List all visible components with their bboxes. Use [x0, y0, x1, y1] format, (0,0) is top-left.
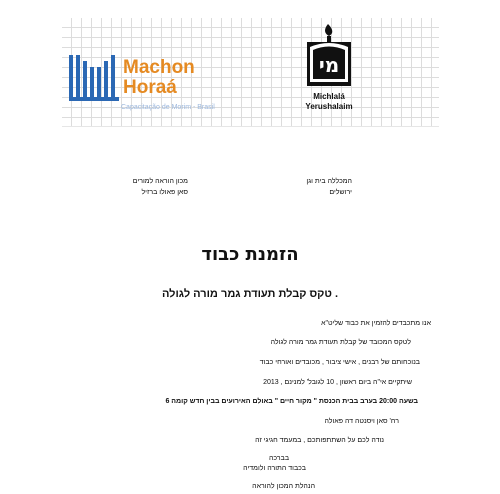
address-right [280, 176, 352, 198]
body-line-2: לטקס המכובד של קבלת תעודת גמר מורה לגולה [270, 339, 411, 346]
address-left-line1: מכון הוראה למורים [132, 178, 188, 185]
body-line-5: בשעה 20:00 בערב בבית הכנסת " מקור חיים " באולם האירועים בבין חדש קומה 6 [165, 398, 418, 405]
michlala-emblem-letters: מי [318, 53, 340, 77]
address-right-line1: המכללה בית וגן [306, 178, 352, 185]
machon-horaa-subtitle: Capacitação de Morim - Brasil [121, 104, 215, 111]
address-left-line2: סאן פאולו ברזיל [141, 189, 188, 196]
body-line-6: רח' סאן ויסנטה דה פאולה [324, 418, 399, 425]
body-line-3: בנוכחותם של רבנים , אישי ציבור , מכובדים ואורחי כבוד [259, 359, 420, 366]
address-right-line2: ירושלים [329, 189, 352, 196]
michlala-line2: Yerushalaim [305, 102, 353, 111]
body-line-7: נודה לכם על השתתפותכם , במעמד חגיגי זה [255, 437, 384, 444]
body-line-8: בברכה [268, 455, 289, 462]
body-line-9: בכבוד התורה ולומדיה [243, 465, 306, 472]
michlala-line1: Michlalá [313, 92, 345, 101]
invitation-subtitle: . טקס קבלת תעודת גמר מורה לגולה [161, 288, 339, 300]
michlala-emblem-icon [302, 20, 356, 88]
michlala-yerushalaim-logo [300, 20, 358, 116]
body-line-4: שיתקיים אי"ה ביום ראשון , 10 לגובל' למנינם , 2013 [263, 379, 412, 386]
machon-horaa-emblem-icon [69, 55, 119, 101]
invitation-title: הזמנת כבוד [201, 244, 299, 265]
body-line-10: הנהלת המכון להוראה [252, 483, 315, 490]
michlala-wordmark [294, 92, 364, 112]
machon-horaa-name: Machon Horaá [123, 57, 195, 98]
body-line-1: אנו מתכבדים להזמין את כבוד שליט"א [321, 320, 431, 327]
machon-horaa-wordmark [123, 58, 205, 98]
machon-horaa-logo [69, 52, 219, 112]
address-left [108, 176, 188, 198]
